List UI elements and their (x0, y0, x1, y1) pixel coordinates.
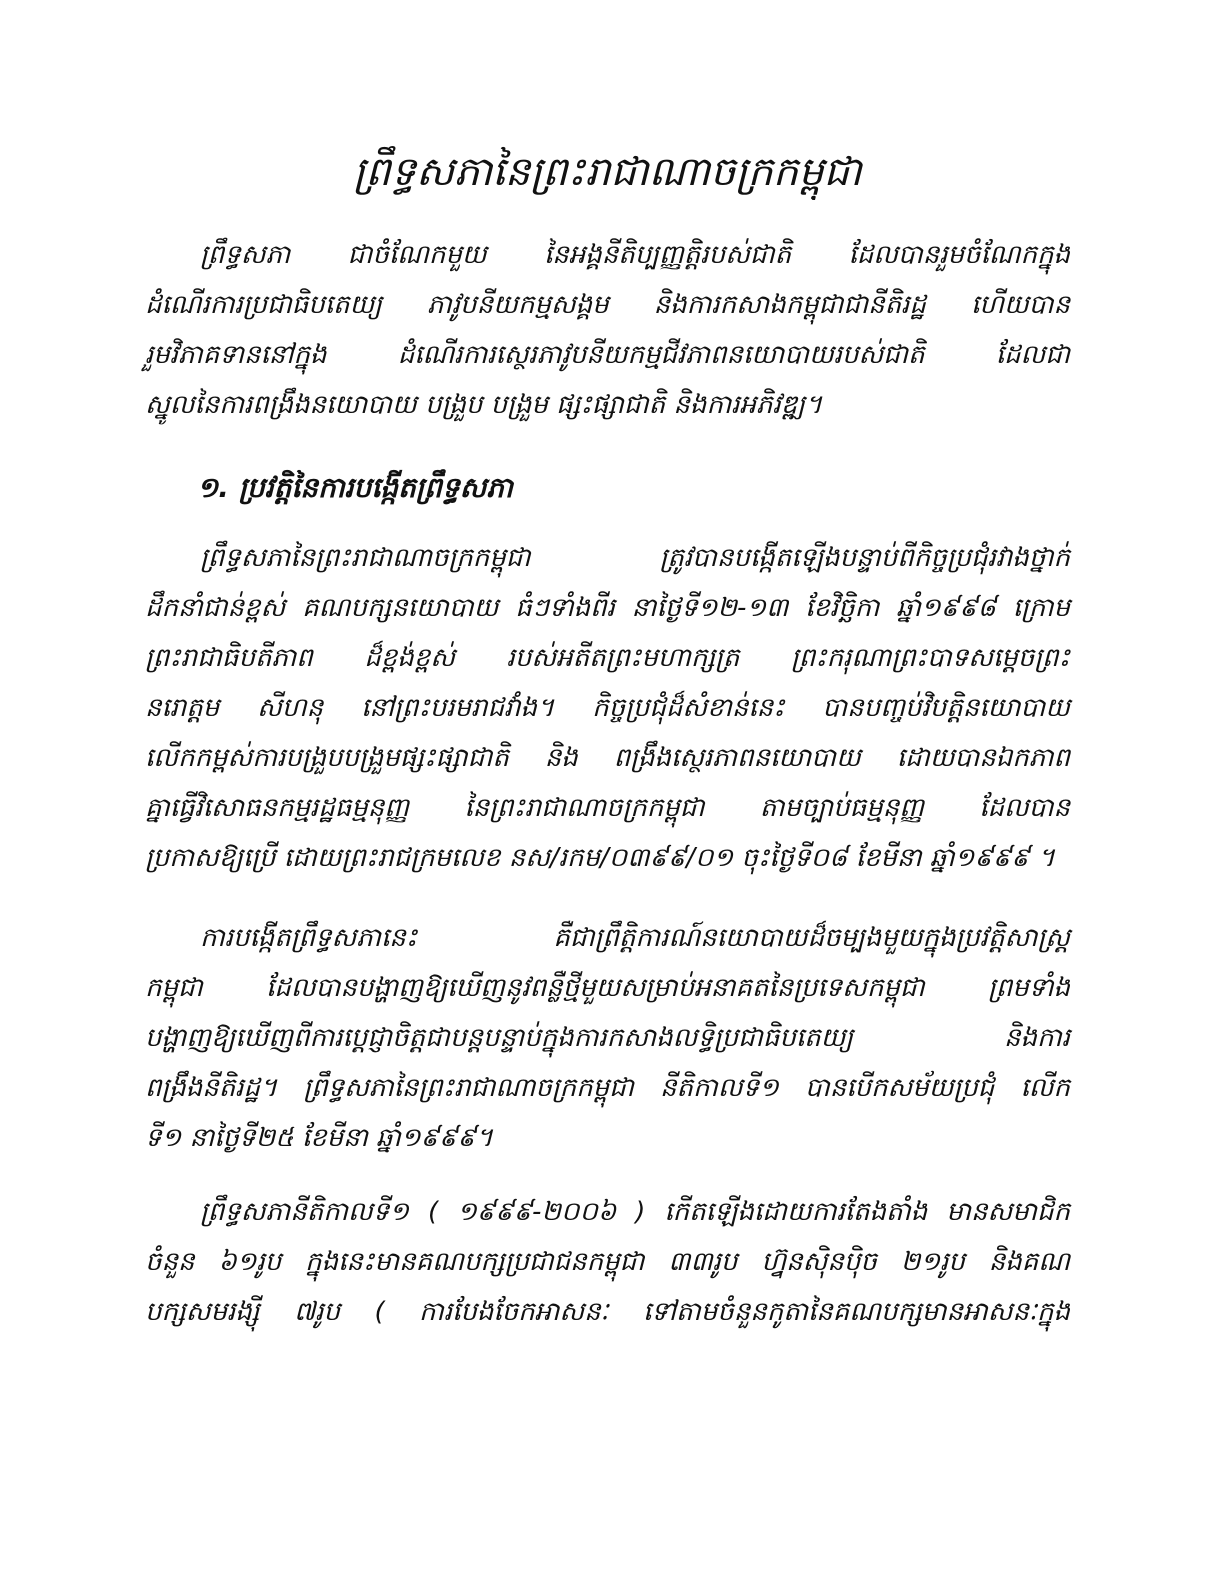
paragraph-line: ដំណើរការប្រជាធិបតេយ្យ ភាវូបនីយកម្មសង្គម និងការកសាងកម្ពុជាជានីតិរដ្ឋ ហើយបាន (145, 290, 1070, 320)
paragraph-line: រួមវិភាគទាននៅក្នុង ដំណើរការស្ថេរភាវូបនីយកម្មជីវភាពនយោបាយរបស់ជាតិ ដែលជា (145, 340, 1070, 370)
paragraph-line: ការបង្កើតព្រឹទ្ធសភានេះ គឺជាព្រឹត្តិការណ៍នយោបាយដ៏ចម្បងមួយក្នុងប្រវត្តិសាស្ត្រ (200, 923, 1070, 953)
paragraph-line: ពង្រឹងនីតិរដ្ឋ។ ព្រឹទ្ធសភានៃព្រះរាជាណាចក្រកម្ពុជា នីតិកាលទី១ បានបើកសម័យប្រជុំ លើក (145, 1073, 1070, 1103)
intro-paragraph (145, 230, 1070, 430)
history-paragraph-2 (145, 913, 1070, 1163)
paragraph-line: ព្រឹទ្ធសភានីតិកាលទី១ ( ១៩៩៩-២០០៦ ) កើតឡើងដោយការតែងតាំង មានសមាជិក (200, 1197, 1070, 1227)
paragraph-line: បង្ហាញឱ្យឃើញពីការប្តេជ្ញាចិត្តជាបន្តបន្ទាប់ក្នុងការកសាងលទ្ធិប្រជាធិបតេយ្យ និងការ (145, 1023, 1070, 1053)
paragraph-line: ដឹកនាំជាន់ខ្ពស់ គណបក្សនយោបាយ ធំៗទាំងពីរ នាថ្ងៃទី១២-១៣ ខែវិច្ឆិកា ឆ្នាំ១៩៩៨ ក្រោម (145, 593, 1070, 623)
paragraph-line: ព្រះរាជាធិបតីភាព ដ៏ខ្ពង់ខ្ពស់ របស់អតីតព្រះមហាក្សត្រ ព្រះករុណាព្រះបាទសម្តេចព្រះ (145, 643, 1070, 673)
paragraph-line: ព្រឹទ្ធសភានៃព្រះរាជាណាចក្រកម្ពុជា ត្រូវបានបង្កើតឡើងបន្ទាប់ពីកិច្ចប្រជុំរវាងថ្នាក់ (200, 543, 1070, 573)
paragraph-line: ប្រកាសឱ្យប្រើ ដោយព្រះរាជក្រមលេខ នស/រកម/០៣៩៩/០១ ចុះថ្ងៃទី០៨ ខែមីនា ឆ្នាំ១៩៩៩ ។ (145, 843, 1055, 873)
paragraph-line: បក្សសមរង្ស៊ី ៧រូប ( ការបែងចែកអាសនៈ ទៅតាមចំនួនកូតានៃគណបក្សមានអាសនៈក្នុង (145, 1297, 1070, 1327)
section-heading: ១. ប្រវត្តិនៃការបង្កើតព្រឹទ្ធសភា (197, 471, 513, 504)
history-paragraph-1 (145, 533, 1070, 883)
paragraph-line: កម្ពុជា ដែលបានបង្ហាញឱ្យឃើញនូវពន្លឺថ្មីមួយសម្រាប់អនាគតនៃប្រទេសកម្ពុជា ព្រមទាំង (145, 973, 1070, 1003)
paragraph-line: ព្រឹទ្ធសភា ជាចំណែកមួយ នៃអង្គនីតិប្បញ្ញត្តិរបស់ជាតិ ដែលបានរួមចំណែកក្នុង (200, 240, 1070, 270)
document-title: ព្រឹទ្ធសភានៃព្រះរាជាណាចក្រកម្ពុជា (353, 149, 862, 195)
history-paragraph-3 (145, 1187, 1070, 1337)
paragraph-line: នរោត្តម សីហនុ នៅព្រះបរមរាជវាំង។ កិច្ចប្រជុំដ៏សំខាន់នេះ បានបញ្ចប់វិបត្តិនយោបាយ (145, 693, 1070, 723)
paragraph-line: ទី១ នាថ្ងៃទី២៥ ខែមីនា ឆ្នាំ១៩៩៩។ (145, 1123, 493, 1153)
paragraph-line: ចំនួន ៦១រូប ក្នុងនេះមានគណបក្សប្រជាជនកម្ពុជា ៣៣រូប ហ្វ៊ុនស៊ិនប៉ិច ២១រូប និងគណ (145, 1247, 1070, 1277)
paragraph-line: លើកកម្ពស់ការបង្រួបបង្រួមផ្សះផ្សាជាតិ និង ពង្រឹងស្ថេរភាពនយោបាយ ដោយបានឯកភាព (145, 743, 1070, 773)
paragraph-line: គ្នាធ្វើវិសោធនកម្មរដ្ឋធម្មនុញ្ញ នៃព្រះរាជាណាចក្រកម្ពុជា តាមច្បាប់ធម្មនុញ្ញ ដែលបាន (145, 793, 1070, 823)
paragraph-line: ស្នូលនៃការពង្រឹងនយោបាយ បង្រួប បង្រួម ផ្សះផ្សាជាតិ និងការអភិវឌ្ឍ។ (145, 390, 823, 420)
